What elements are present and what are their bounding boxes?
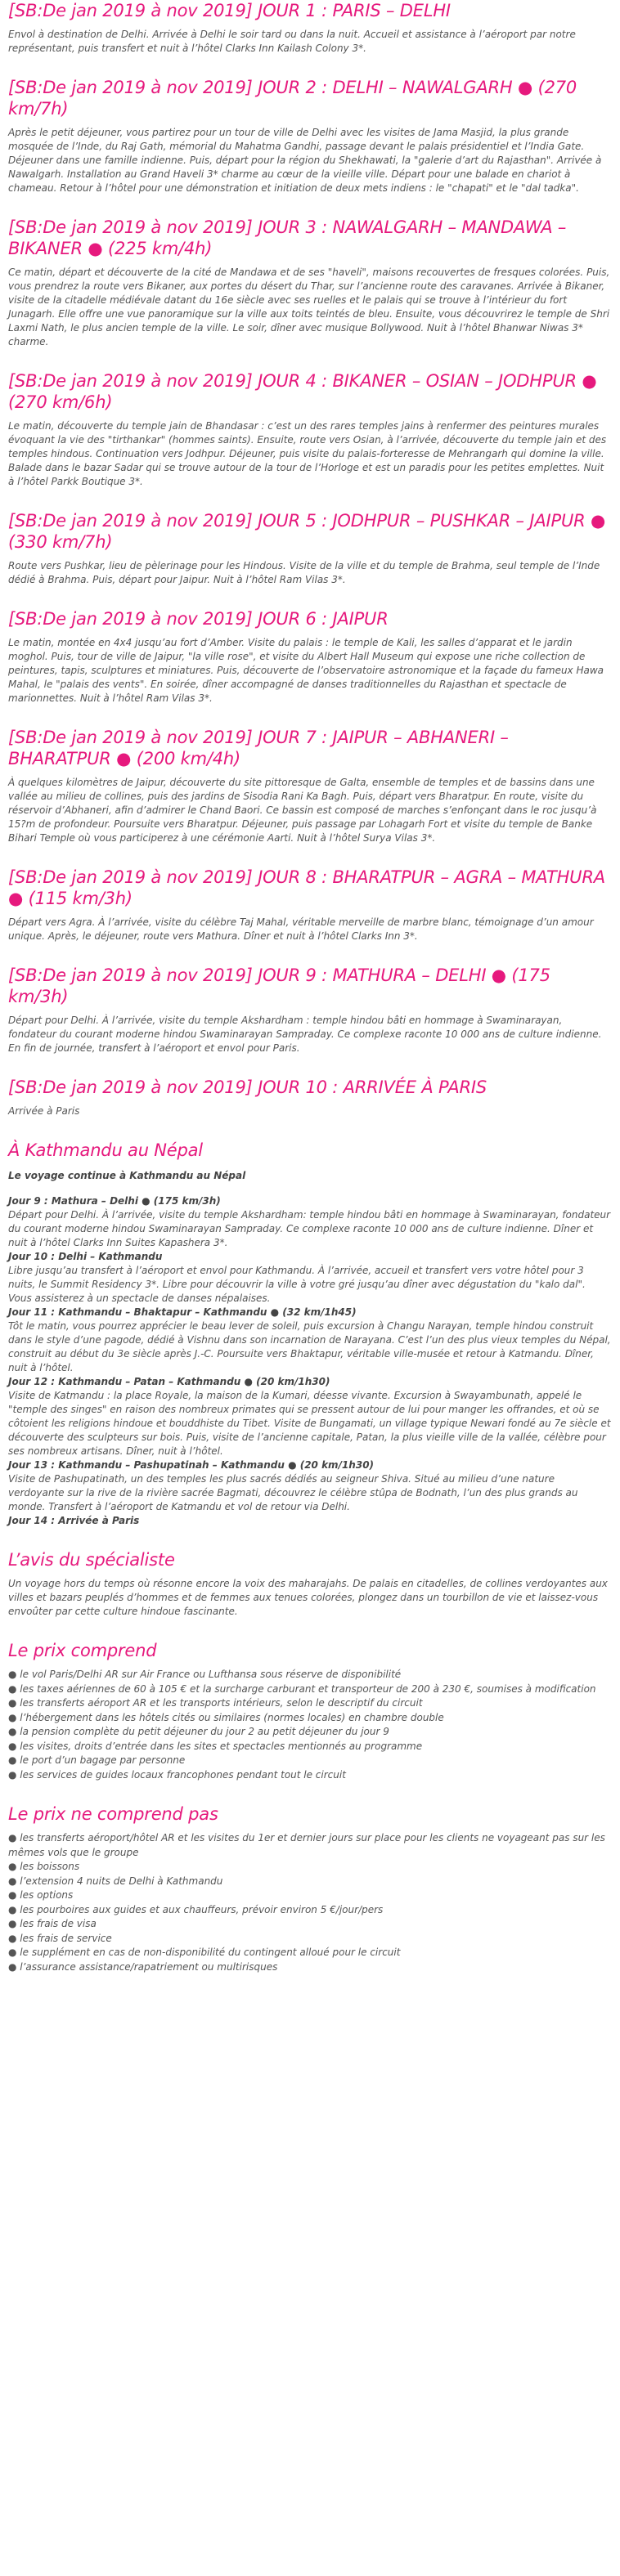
nepal-day-text: Départ pour Delhi. À l’arrivée, visite du temple Akshardham: temple hindou bâti en hommage à Swaminarayan, fondateur du courant moderne hindou Swaminarayan Sampraday. Ce complexe raconte 10 000 ans de culture indienne. Dîner et nuit à l’hôtel Clarks Inn Suites Kapashera 3*. xyxy=(8,1209,611,1248)
section-title: Le prix ne comprend pas xyxy=(8,1804,218,1824)
nepal-day-text: Visite de Pashupatinath, un des temples les plus sacrés dédiés au seigneur Shiva. Situé au milieu d’une nature verdoyante sur la rive de la rivière sacrée Bagmati, découvrez le célèbre stûpa de Bodnath, l’un des plus grands au monde. Transfert à l’aéroport de Katmandu et vol de retour via Delhi. xyxy=(8,1473,578,1512)
day-9 xyxy=(8,965,612,1055)
day-6 xyxy=(8,608,612,706)
nepal-day-heading: Jour 10 : Delhi – Kathmandu xyxy=(8,1251,163,1262)
list-item: ● les transferts aéroport AR et les transports intérieurs, selon le descriptif du circuit xyxy=(8,1697,423,1709)
list-item: ● la pension complète du petit déjeuner du jour 2 au petit déjeuner du jour 9 xyxy=(8,1726,389,1737)
day-description: Envol à destination de Delhi. Arrivée à Delhi le soir tard ou dans la nuit. Accueil et assistance à l’aéroport par notre représentant, puis transfert et nuit à l’hôtel Clarks Inn Kailash Colony 3*. xyxy=(8,29,576,54)
nepal-day xyxy=(8,1194,612,1250)
section-title: L’avis du spécialiste xyxy=(8,1550,175,1570)
specialist-opinion xyxy=(8,1549,612,1619)
list-item: ● les pourboires aux guides et aux chauffeurs, prévoir environ 5 €/jour/pers xyxy=(8,1903,384,1915)
day-2 xyxy=(8,77,612,195)
day-title: [SB:De jan 2019 à nov 2019] JOUR 1 : PARIS – DELHI xyxy=(8,1,451,20)
section-title: Le prix comprend xyxy=(8,1641,157,1660)
day-title: [SB:De jan 2019 à nov 2019] JOUR 3 : NAWALGARH – MANDAWA – BIKANER ● (225 km/4h) xyxy=(8,217,567,258)
nepal-day-text: Tôt le matin, vous pourrez apprécier le beau lever de soleil, puis excursion à Changu Narayan, temple hindou construit dans le style d’une pagode, dédié à Vishnu dans son incarnation de Narayana. C’est l’un des plus vieux temples du Népal, construit au début du 3e siècle après J.-C. Poursuite vers Bhaktapur, véritable ville-musée et retour à Katmandu. Dîner, nuit à l’hôtel. xyxy=(8,1320,611,1373)
day-1 xyxy=(8,0,612,56)
list-item: ● le port d’un bagage par personne xyxy=(8,1754,186,1766)
day-title: [SB:De jan 2019 à nov 2019] JOUR 2 : DELHI – NAWALGARH ● (270 km/7h) xyxy=(8,78,577,119)
day-description: Le matin, découverte du temple jain de Bhandasar : c’est un des rares temples jains à renfermer des peintures murales évoquant la vie des "tirthankar" (hommes saints). Ensuite, route vers Osian, à l’arrivée, découverte du temple jain et des temples hindous. Continuation vers Jodhpur. Déjeuner, puis visite du palais-forteresse de Mehrangarh qui domine la ville. Balade dans le bazar Sadar qui se trouve autour de la tour de l’Horloge et est un paradis pour les petites emplettes. Nuit à l’hôtel Parkk Boutique 3*. xyxy=(8,420,607,487)
day-title: [SB:De jan 2019 à nov 2019] JOUR 7 : JAIPUR – ABHANERI – BHARATPUR ● (200 km/4h) xyxy=(8,728,509,768)
section-title: À Kathmandu au Népal xyxy=(8,1140,203,1160)
nepal-day-heading: Jour 11 : Kathmandu – Bhaktapur – Kathmandu ● (32 km/1h45) xyxy=(8,1306,357,1318)
day-10 xyxy=(8,1077,612,1118)
day-title: [SB:De jan 2019 à nov 2019] JOUR 4 : BIKANER – OSIAN – JODHPUR ● (270 km/6h) xyxy=(8,371,597,412)
nepal-day-text: Libre jusqu’au transfert à l’aéroport et envol pour Kathmandu. À l’arrivée, accueil et transfert vers votre hôtel pour 3 nuits, le Summit Residency 3*. Libre pour découvrir la ville à votre gré jusqu’au dîner avec dégustation du "kalo dal". Vous assisterez à un spectacle de danses népalaises. xyxy=(8,1265,586,1304)
day-title: [SB:De jan 2019 à nov 2019] JOUR 10 : ARRIVÉE À PARIS xyxy=(8,1077,487,1097)
list-item: ● les frais de service xyxy=(8,1932,112,1944)
day-description: Départ vers Agra. À l’arrivée, visite du célèbre Taj Mahal, véritable merveille de marbre blanc, témoignage d’un amour unique. Après, le déjeuner, route vers Mathura. Dîner et nuit à l’hôtel Clarks Inn 3*. xyxy=(8,916,594,942)
list-item: ● l’hébergement dans les hôtels cités ou similaires (normes locales) en chambre double xyxy=(8,1711,444,1723)
nepal-day-heading: Jour 9 : Mathura – Delhi ● (175 km/3h) xyxy=(8,1195,221,1207)
price-includes xyxy=(8,1640,612,1782)
day-title: [SB:De jan 2019 à nov 2019] JOUR 6 : JAIPUR xyxy=(8,609,389,629)
list-item: ● les transferts aéroport/hôtel AR et les visites du 1er et dernier jours sur place pour les clients ne voyageant pas sur les mêmes vols que le groupe xyxy=(8,1832,605,1858)
list-item: ● le supplément en cas de non-disponibilité du contingent alloué pour le circuit xyxy=(8,1947,401,1958)
includes-list xyxy=(8,1668,612,1782)
day-description: Route vers Pushkar, lieu de pèlerinage pour les Hindous. Visite de la ville et du temple de Brahma, seul temple de l’Inde dédié à Brahma. Puis, départ pour Jaipur. Nuit à l’hôtel Ram Vilas 3*. xyxy=(8,560,600,585)
list-item: ● les visites, droits d’entrée dans les sites et spectacles mentionnés au programme xyxy=(8,1740,423,1752)
list-item: ● les taxes aériennes de 60 à 105 € et la surcharge carburant et transporteur de 200 à 230 €, soumises à modification xyxy=(8,1682,596,1695)
day-description: Après le petit déjeuner, vous partirez pour un tour de ville de Delhi avec les visites de Jama Masjid, la plus grande mosquée de l’Inde, du Raj Gath, mémorial du Mahatma Gandhi, passage devant le palais présidentiel et l’India Gate. Déjeuner dans une famille indienne. Puis, départ pour la région du Shekhawati, la "galerie d’art du Rajasthan". Arrivée à Nawalgarh. Installation au Grand Haveli 3* charme au cœur de la vieille ville. Départ pour une balade en chariot à chameau. Retour à l’hôtel pour une démonstration et initiation de deux mets indiens : le "chapati" et le "dal tadka". xyxy=(8,127,602,194)
day-title: [SB:De jan 2019 à nov 2019] JOUR 9 : MATHURA – DELHI ● (175 km/3h) xyxy=(8,965,550,1006)
list-item: ● les services de guides locaux francophones pendant tout le circuit xyxy=(8,1768,346,1781)
price-excludes xyxy=(8,1803,612,1974)
nepal-day xyxy=(8,1306,612,1375)
nepal-day-heading: Jour 13 : Kathmandu – Pashupatinah – Kathmandu ● (20 km/1h30) xyxy=(8,1459,375,1471)
day-description: Arrivée à Paris xyxy=(8,1105,80,1117)
list-item: ● le vol Paris/Delhi AR sur Air France ou Lufthansa sous réserve de disponibilité xyxy=(8,1669,402,1680)
list-item: ● l’extension 4 nuits de Delhi à Kathmandu xyxy=(8,1875,223,1887)
day-3 xyxy=(8,217,612,349)
nepal-day-heading: Jour 14 : Arrivée à Paris xyxy=(8,1515,140,1526)
list-item: ● les frais de visa xyxy=(8,1918,97,1929)
day-7 xyxy=(8,727,612,845)
day-5 xyxy=(8,510,612,587)
nepal-day xyxy=(8,1375,612,1458)
day-8 xyxy=(8,867,612,943)
nepal-day xyxy=(8,1250,612,1306)
section-subtitle: Le voyage continue à Kathmandu au Népal xyxy=(8,1170,246,1181)
list-item: ● les options xyxy=(8,1889,74,1901)
day-description: Départ pour Delhi. À l’arrivée, visite du temple Akshardham : temple hindou bâti en hommage à Swaminarayan, fondateur du courant moderne hindou Swaminarayan Sampraday. Ce complexe raconte 10 000 ans de culture indienne. En fin de journée, transfert à l’aéroport et envol pour Paris. xyxy=(8,1015,602,1054)
list-item: ● les boissons xyxy=(8,1861,80,1872)
nepal-day-text: Visite de Katmandu : la place Royale, la maison de la Kumari, déesse vivante. Excursion à Swayambunath, appelé le "temple des singes" en raison des nombreux primates qui se pressent autour de lui pour manger les offrandes, et où se côtoient les religions hindoue et bouddhiste du Tibet. Visite de Bungamati, un village typique Newari fondé au 7e siècle et découverte des sculpteurs sur bois. Puis, visite de l’ancienne capitale, Patan, la plus vieille ville de la vallée, célèbre pour ses nombreux artisans. Dîner, nuit à l’hôtel. xyxy=(8,1390,611,1457)
opinion-text: Un voyage hors du temps où résonne encore la voix des maharajahs. De palais en citadelles, de collines verdoyantes aux villes et bazars peuplés d’hommes et de femmes aux tenues colorées, plongez dans un tourbillon de vie et laissez-vous envoûter par cette culture hindoue fascinante. xyxy=(8,1578,608,1617)
nepal-extension xyxy=(8,1140,612,1528)
nepal-day-heading: Jour 12 : Kathmandu – Patan – Kathmandu ● (20 km/1h30) xyxy=(8,1376,330,1387)
day-description: À quelques kilomètres de Jaipur, découverte du site pittoresque de Galta, ensemble de temples et de bassins dans une vallée au milieu de collines, puis des jardins de Sisodia Rani Ka Bagh. Puis, départ vers Bharatpur. En route, visite du réservoir d’Abhaneri, afin d’admirer le Chand Baori. Ce bassin est composé de marches s’enfonçant dans le roc jusqu’à 15?m de profondeur. Poursuite vers Bharatpur. Déjeuner, puis passage par Lohagarh Fort et visite du temple de Banke Bihari Temple où vous participerez à une cérémonie Aarti. Nuit à l’hôtel Surya Vilas 3*. xyxy=(8,777,597,844)
list-item: ● l’assurance assistance/rapatriement ou multirisques xyxy=(8,1960,278,1973)
nepal-day xyxy=(8,1458,612,1514)
day-description: Ce matin, départ et découverte de la cité de Mandawa et de ses "haveli", maisons recouvertes de fresques colorées. Puis, vous prendrez la route vers Bikaner, aux portes du désert du Thar, sur l’ancienne route des caravanes. Arrivée à Bikaner, visite de la citadelle médiévale datant du 16e siècle avec ses ruelles et le palais qui se trouve à l’intérieur du fort Junagarh. Elle offre une vue panoramique sur la ville aux toits teintés de bleu. Ensuite, vous découvrirez le temple de Shri Laxmi Nath, le plus ancien temple de la ville. Le soir, dîner avec musique Bollywood. Nuit à l’hôtel Bhanwar Niwas 3* charme. xyxy=(8,267,610,347)
day-description: Le matin, montée en 4x4 jusqu’au fort d’Amber. Visite du palais : le temple de Kali, les salles d’apparat et le jardin moghol. Puis, tour de ville de Jaipur, "la ville rose", et visite du Albert Hall Museum qui expose une riche collection de peintures, tapis, sculptures et miniatures. Puis, découverte de l’observatoire astronomique et la façade du fameux Hawa Mahal, le "palais des vents". En soirée, dîner accompagné de danses traditionnelles du Rajasthan et spectacle de marionnettes. Nuit à l’hôtel Ram Vilas 3*. xyxy=(8,637,604,704)
day-4 xyxy=(8,370,612,489)
excludes-list xyxy=(8,1831,612,1974)
day-title: [SB:De jan 2019 à nov 2019] JOUR 8 : BHARATPUR – AGRA – MATHURA ● (115 km/3h) xyxy=(8,867,605,908)
nepal-day xyxy=(8,1514,612,1528)
day-title: [SB:De jan 2019 à nov 2019] JOUR 5 : JODHPUR – PUSHKAR – JAIPUR ● (330 km/7h) xyxy=(8,511,606,552)
